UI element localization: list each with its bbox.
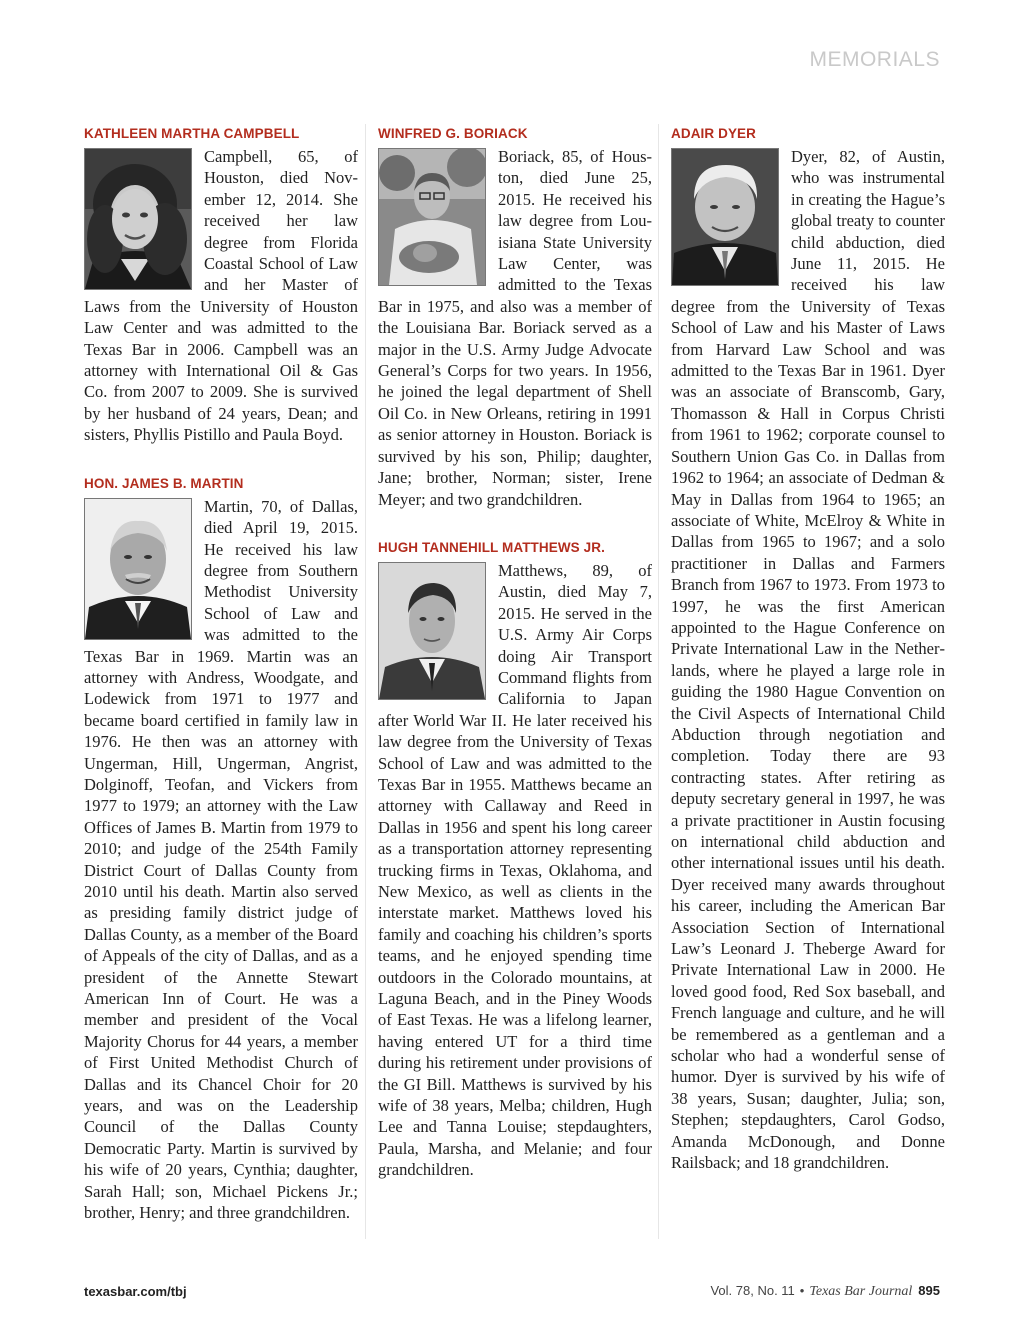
footer-website: texasbar.com/tbj [84,1284,187,1299]
memorial-name: WINFRED G. BORIACK [378,126,528,141]
page-number: 895 [918,1283,940,1298]
memorial-name: KATHLEEN MARTHA CAMPBELL [84,126,300,141]
memorial-bio: Martin, 70, of Dallas, died April 19, 2015. He received his law degree from Southern Methodist University School of Law and was admitted to the Texas Bar in 1969. Martin was an attorney with Andress, Woodgate, and Lodewick from 1971 to 1977 and became board certified in family law in 1976. He then was an attorney with Ungerman, Hill, Ungerman, Angrist, Dolginoff, Teofan, and Vickers from 1977 to 1979; an attorney with the Law Offices of James B. Martin from 1979 to 2010; and judge of the 254th Family District Court of Dallas County from 2010 until his death. Martin also served as presiding family district judge of Dallas County, as a member of the Board of Appeals of the city of Dallas, and as a president of the Annette Stewart American Inn of Court. He was a member and president of the Vocal Majority Chorus for 44 years, a member of First United Methodist Church of Dallas and its Chancel Choir for 20 years, and was on the Leadership Council of the Dallas County Democratic Party. Martin is survived by his wife of 20 years, Cynthia; daughter, Sarah Hall; son, Michael Pickens Jr.; brother, Henry; and three grandchildren. [84,496,358,1223]
memorial-bio: Boriack, 85, of Houston, died June 25, 2015. He received his law degree from Louisiana State University Law Center, was admitted to the Texas Bar in 1975, and also was a member of the Louisiana Bar. Boriack served as a major in the U.S. Army Judge Advocate General’s Corps for two years. In 1956, he joined the legal department of Shell Oil Co. in New Orleans, retiring in 1991 as senior attorney in Houston. Boriack is survived by his son, Philip; daughter, Jane; brother, Norman; sister, Irene Meyer; and two grandchildren. [378,147,652,509]
section-title: MEMORIALS [809,48,940,71]
column-divider [365,124,366,1239]
memorial-matthews [378,538,652,1181]
column-2 [378,124,652,1181]
memorial-dyer [671,124,945,1174]
portrait-photo [84,498,192,640]
footer-journal: Texas Bar Journal [809,1284,913,1299]
memorial-boriack [378,124,652,510]
column-1 [84,124,358,1224]
memorial-bio: Dyer, 82, of Austin, who was instrumental in creating the Hague’s global treaty to counter child abduction, died June 11, 2015. He received his law degree from the University of Texas School of Law and his Master of Laws from Harvard Law School and was admitted to the Texas Bar in 1961. Dyer was an associate of Branscomb, Gary, Thomasson & Hall in Corpus Christi from 1961 to 1962; corporate counsel to Southern Union Gas Co. in Dallas from 1962 to 1964; an associate of Dedman & May in Dallas from 1964 to 1965; an associate of White, McElroy & White in Dallas from 1965 to 1967; and a solo practitioner in Dallas and Farmers Branch from 1967 to 1973. From 1973 to 1997, he was the first American appointed to the Hague Conference on Private International Law in the Netherlands, where he played a large role in guiding the 1980 Hague Convention on the Civil Aspects of International Child Abduction through negotiation and completion. Today there are 93 contracting states. After retiring as deputy secretary general in 1997, he was a private practitioner in Austin focusing on international child abduction and other international issues until his death. Dyer received many awards throughout his career, including the American Bar Association Section of International Law’s Leonard J. Theberge Award for Private International Law in 2000. He loved good food, Red Sox baseball, and French language and culture, and he will be remembered as a gentleman and a scholar who had a wonderful sense of humor. Dyer is survived by his wife of 38 years, Susan; daughter, Julia; son, Stephen; stepdaughters, Carol Godso, Amanda McDonough, and Donne Railsback; and 18 grandchildren. [671,147,945,1173]
memorial-name: HON. JAMES B. MARTIN [84,475,244,491]
memorial-name: HUGH TANNEHILL MATTHEWS JR. [378,539,605,555]
memorial-martin [84,474,358,1224]
portrait-photo [378,148,486,286]
memorial-name: ADAIR DYER [671,126,757,141]
portrait-photo [671,148,779,286]
footer-bullet: • [799,1283,805,1298]
footer-issue: Vol. 78, No. 11 [710,1283,795,1298]
column-3 [671,124,945,1174]
memorial-bio: Campbell, 65, of Houston, died November 12, 2014. She received her law degree from Florida Coastal School of Law and her Master of Laws from the University of Houston Law Center and was admitted to the Texas Bar in 2006. Campbell was an attorney with International Oil & Gas Co. from 2007 to 2009. She is survived by her husband of 24 years, Dean; and sisters, Phyllis Pistillo and Paula Boyd. [84,147,358,445]
portrait-photo [378,562,486,700]
portrait-photo [84,148,192,290]
footer-issue-info [710,1283,940,1300]
memorial-campbell [84,124,358,446]
column-divider [658,124,659,1239]
memorial-bio: Matthews, 89, of Austin, died May 7, 2015. He served in the U.S. Army Air Corps doing Air Transport Command flights from California to Japan after World War II. He later received his law degree from the University of Texas School of Law and was admitted to the Texas Bar in 1955. Matthews became an attorney with Callaway and Reed in Dallas in 1956 and spent his long career as a transportation attorney representing trucking firms in Texas, Oklahoma, and New Mexico, as well as clients in the interstate market. Matthews loved his family and coaching his children’s sports teams, and he enjoyed spending time outdoors in the Colorado mountains, at Laguna Beach, and in the Piney Woods of East Texas. He was a lifelong learner, having entered UT for a third time during his retirement under provisions of the GI Bill. Matthews is survived by his wife of 38 years, Melba; children, Hugh Lee and Tanna Louise; stepdaughters, Paula, Marsha, and Melanie; and four grandchildren. [378,560,652,1180]
